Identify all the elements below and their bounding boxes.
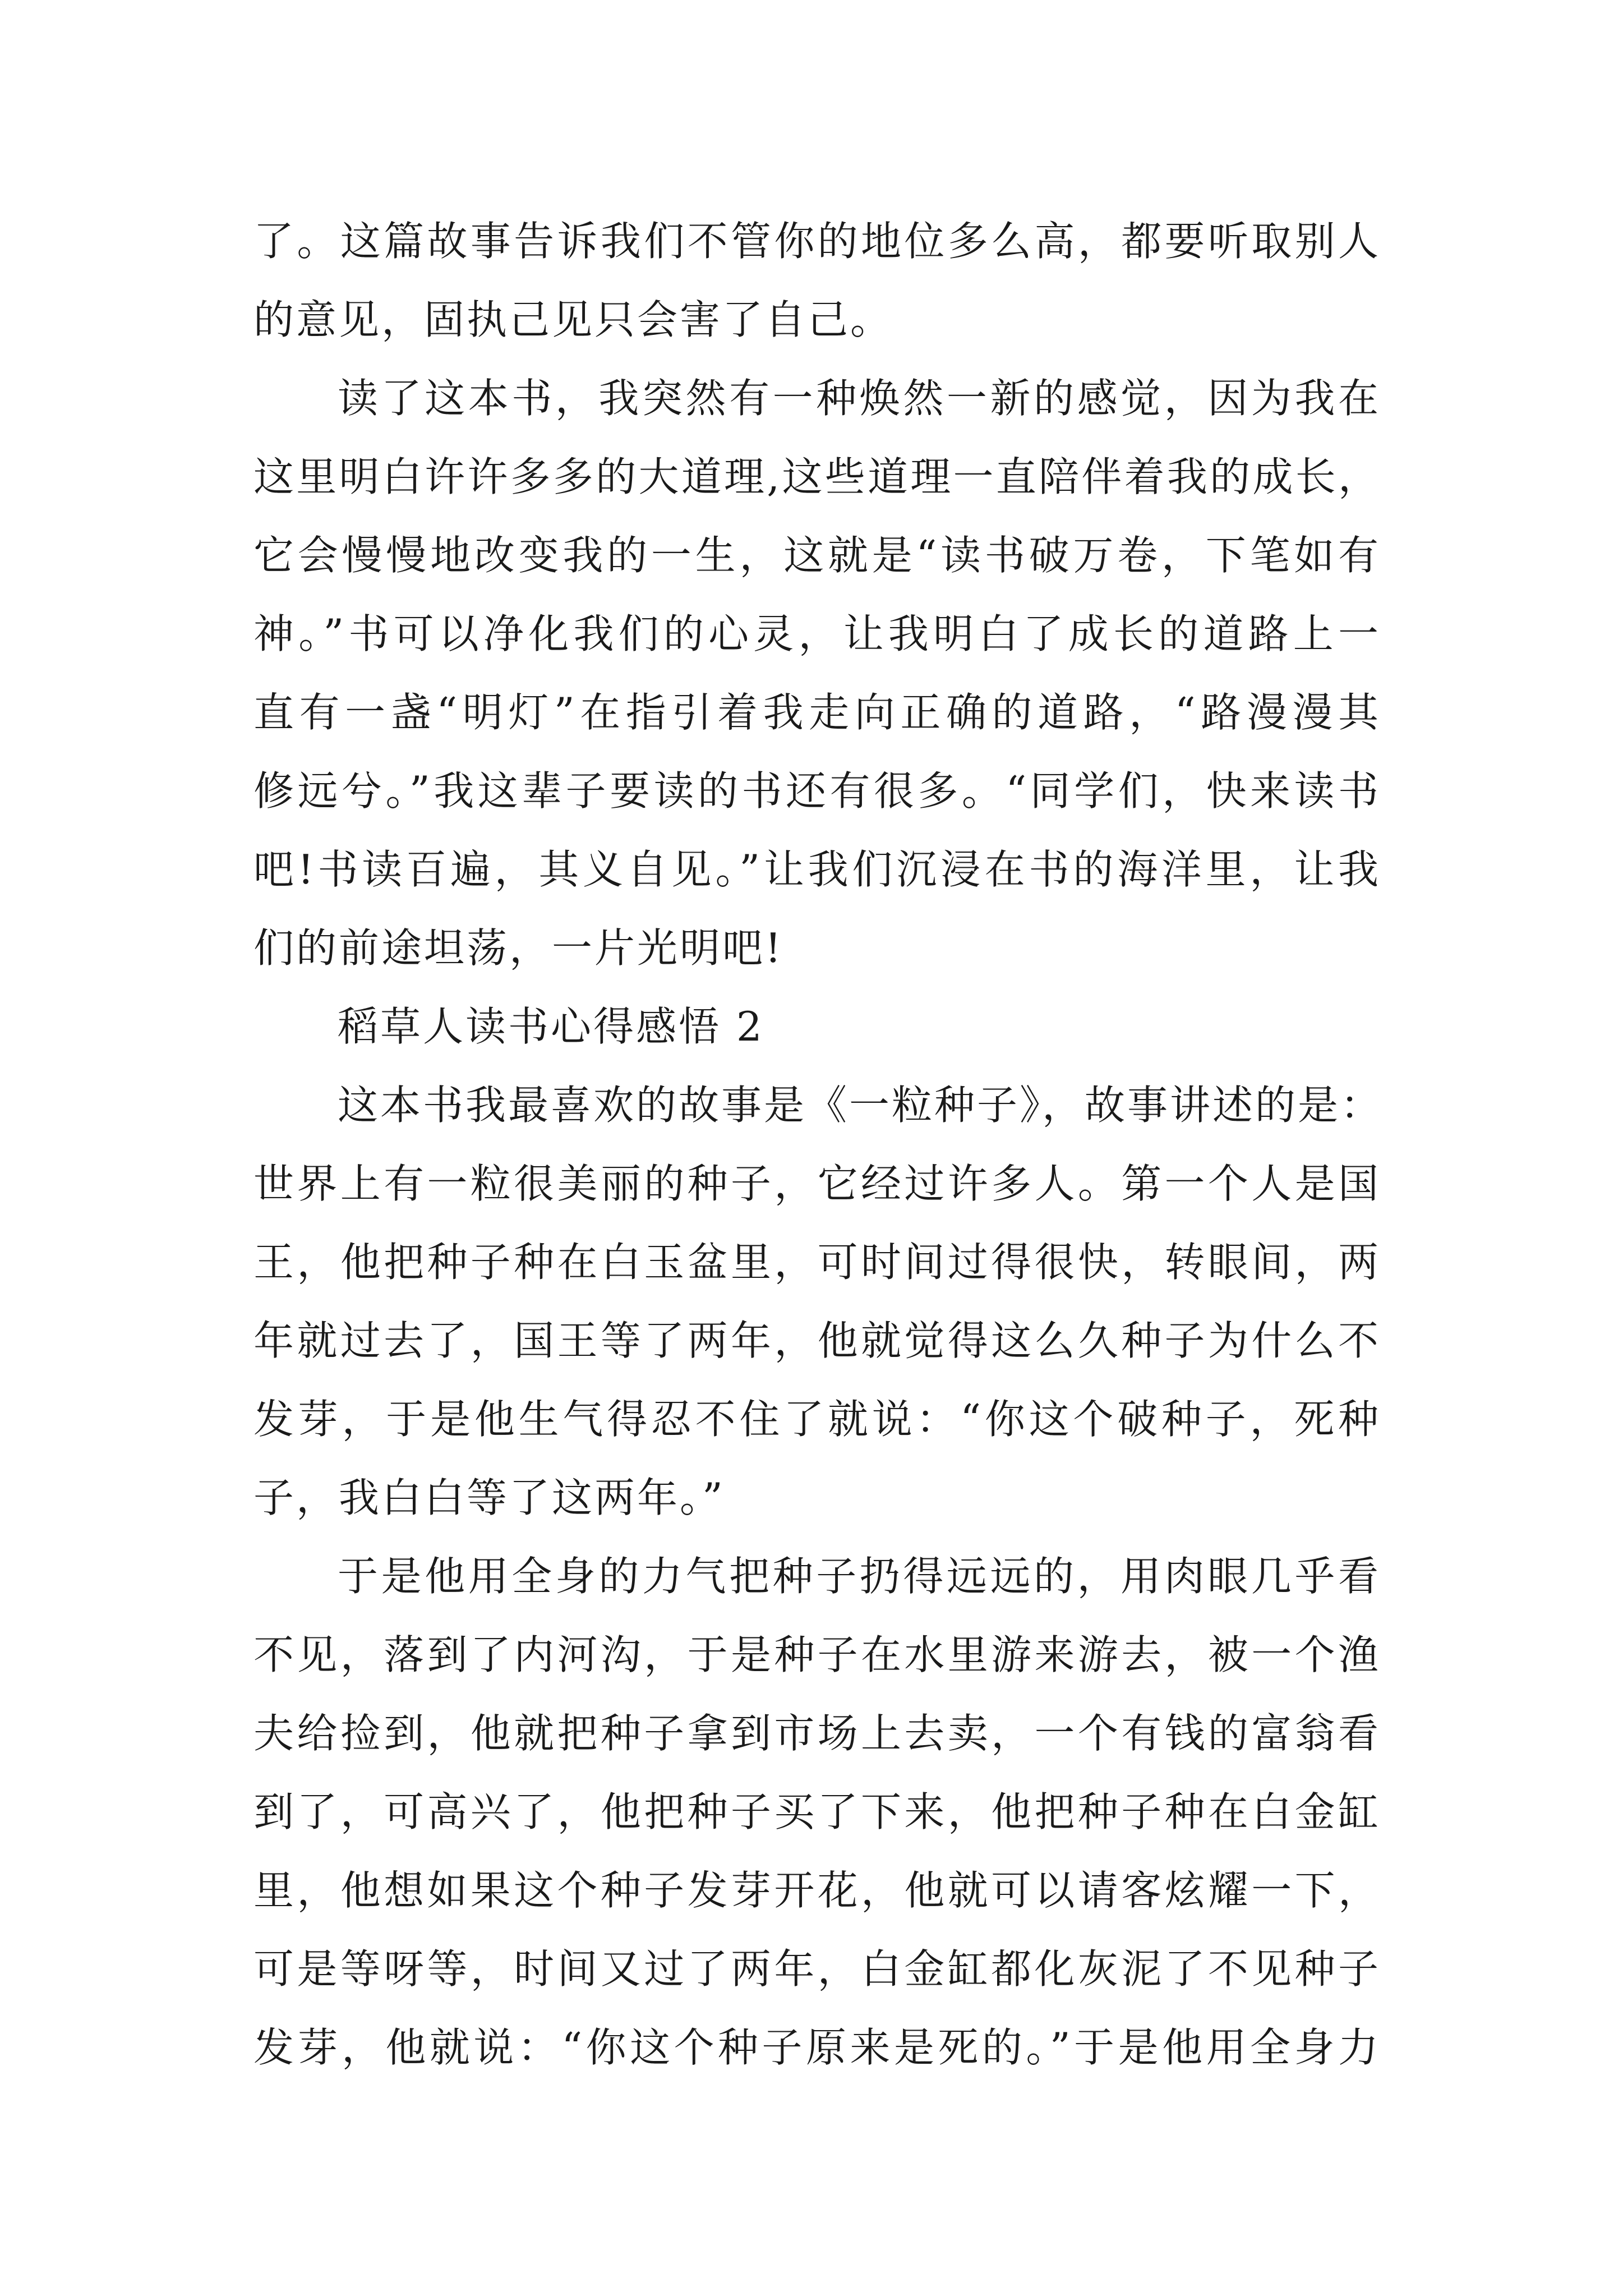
text-line: 们的前途坦荡，一片光明吧! [253, 924, 783, 972]
text-line: 这本书我最喜欢的故事是《一粒种子》，故事讲述的是： [338, 1082, 1384, 1129]
text-line: 修远兮。”我这辈子要读的书还有很多。“同学们，快来读书 [253, 767, 1381, 815]
text-line: 不见，落到了内河沟，于是种子在水里游来游去，被一个渔 [253, 1631, 1381, 1678]
text-line: 世界上有一粒很美丽的种子，它经过许多人。第一个人是国 [253, 1160, 1381, 1207]
text-line: 吧!书读百遍，其义自见。”让我们沉浸在书的海洋里，让我 [253, 846, 1381, 893]
text-line: 王，他把种子种在白玉盆里，可时间过得很快，转眼间，两 [253, 1239, 1381, 1286]
text-line: 神。”书可以净化我们的心灵，让我明白了成长的道路上一 [253, 610, 1381, 657]
document-body [253, 202, 1384, 2087]
text-line: 于是他用全身的力气把种子扔得远远的，用肉眼几乎看 [338, 1553, 1381, 1600]
section-heading: 稻草人读书心得感悟 2 [338, 1003, 764, 1050]
text-line: 读了这本书，我突然有一种焕然一新的感觉，因为我在 [338, 375, 1381, 422]
text-line: 可是等呀等，时间又过了两年，白金缸都化灰泥了不见种子 [253, 1945, 1381, 1993]
text-line: 夫给捡到，他就把种子拿到市场上去卖，一个有钱的富翁看 [253, 1710, 1381, 1757]
text-line: 发芽，他就说：“你这个种子原来是死的。”于是他用全身力 [253, 2024, 1381, 2071]
text-line: 子，我白白等了这两年。” [253, 1474, 725, 1521]
text-line: 发芽，于是他生气得忍不住了就说：“你这个破种子，死种 [253, 1396, 1381, 1443]
text-line: 的意见，固执己见只会害了自己。 [253, 296, 893, 343]
text-line: 里，他想如果这个种子发芽开花，他就可以请客炫耀一下， [253, 1867, 1381, 1914]
text-line: 这里明白许许多多的大道理,这些道理一直陪伴着我的成长， [253, 453, 1381, 500]
text-line: 直有一盏“明灯”在指引着我走向正确的道路，“路漫漫其 [253, 689, 1381, 736]
text-line: 它会慢慢地改变我的一生，这就是“读书破万卷，下笔如有 [253, 532, 1381, 579]
text-line: 年就过去了，国王等了两年，他就觉得这么久种子为什么不 [253, 1317, 1381, 1364]
text-line: 了。这篇故事告诉我们不管你的地位多么高，都要听取别人 [253, 218, 1381, 265]
text-line: 到了，可高兴了，他把种子买了下来，他把种子种在白金缸 [253, 1788, 1381, 1835]
